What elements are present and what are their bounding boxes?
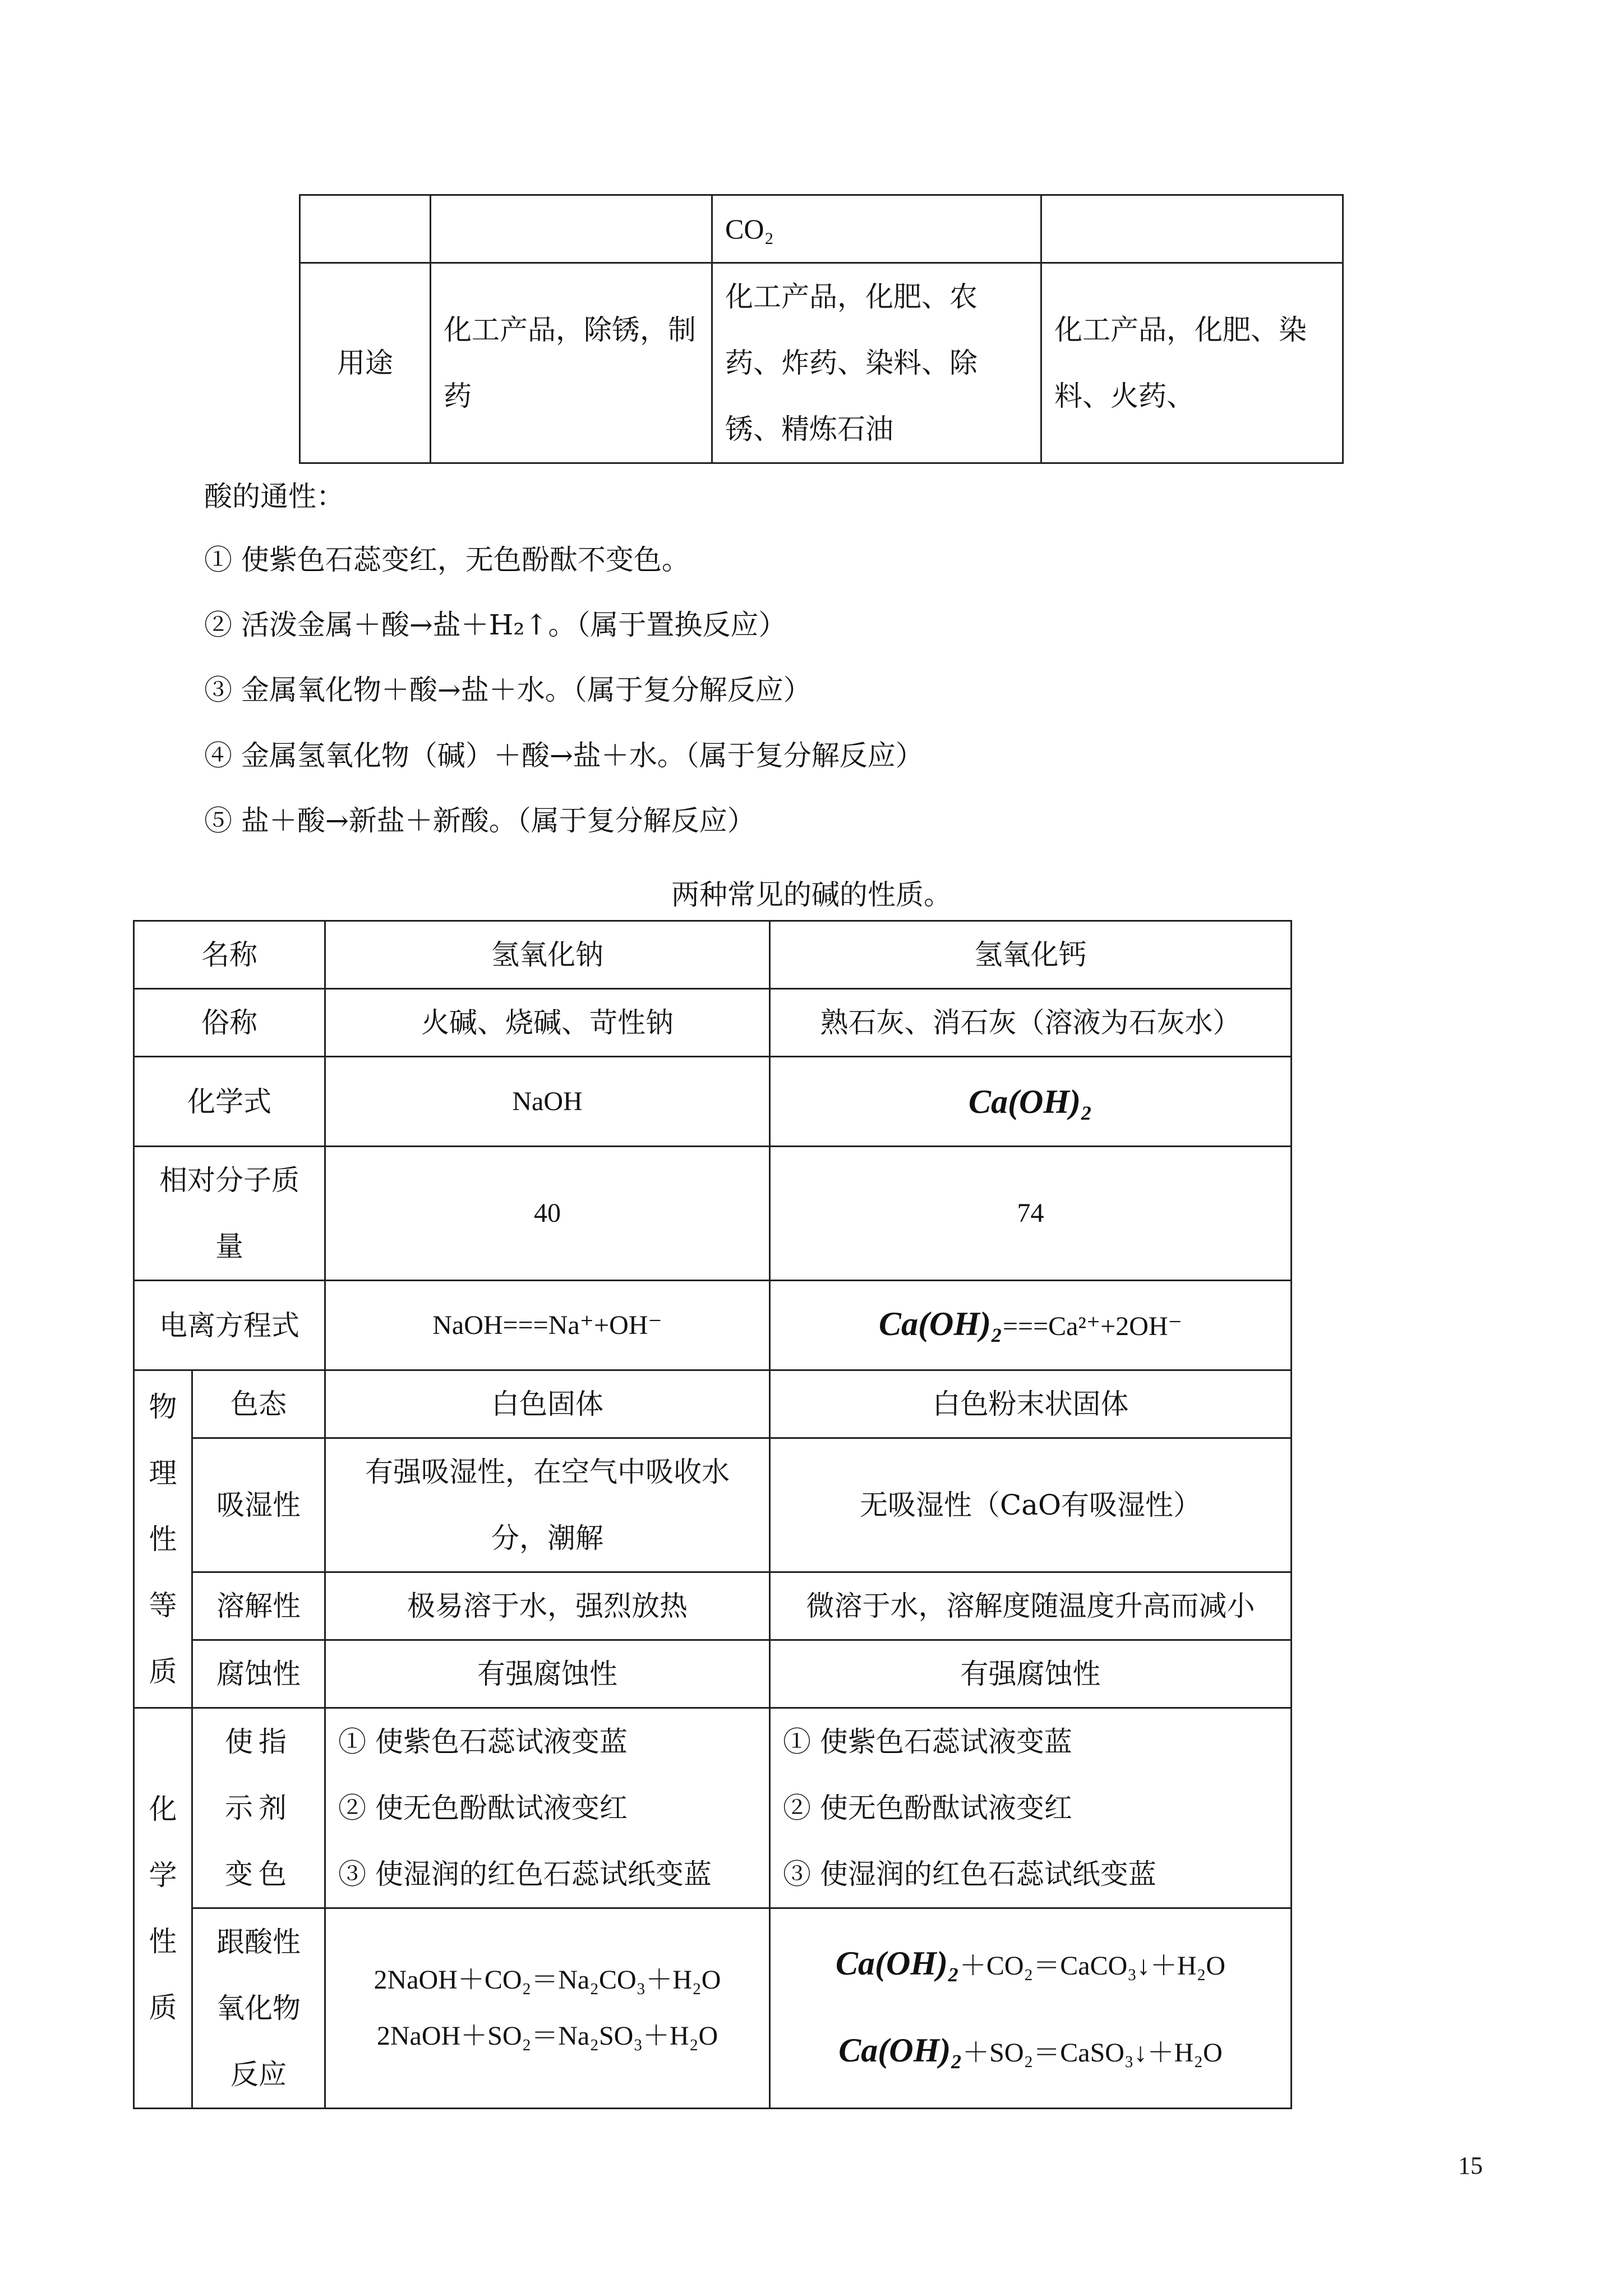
- acid-oxide-caoh-equation: [783, 1921, 1278, 2008]
- indicator-caoh-item: ② 使无色酚酞试液变红: [783, 1792, 1072, 1824]
- uses-table-cell: [1041, 195, 1343, 263]
- physical-naoh: 白色固体: [325, 1370, 770, 1438]
- base-table-caption: 两种常见的碱的性质。: [671, 878, 952, 911]
- indicator-naoh: [325, 1708, 770, 1908]
- indicator-caoh-item: ① 使紫色石蕊试液变蓝: [783, 1726, 1072, 1758]
- acid-property-item: ③ 金属氧化物＋酸→盐＋水。（属于复分解反应）: [204, 674, 811, 706]
- ionization-caoh-formula: Ca(OH)₂: [879, 1305, 1003, 1342]
- acid-oxide-naoh-equation: 2NaOH＋CO₂＝Na₂CO₃＋H₂O: [374, 1965, 721, 1995]
- acid-oxide-caoh-equation: [783, 2008, 1278, 2095]
- header-label: 名称: [134, 921, 325, 989]
- mass-caoh: 74: [770, 1147, 1292, 1281]
- acid-property-item: ① 使紫色石蕊变红，无色酚酞不变色。: [204, 544, 690, 576]
- ionization-caoh: [770, 1281, 1292, 1370]
- common-name-label: 俗称: [134, 989, 325, 1057]
- uses-table-cell: CO₂: [712, 195, 1041, 263]
- indicator-label: 使指示剂变色: [192, 1708, 325, 1908]
- uses-cell-hcl: 化工产品，除锈，制药: [431, 263, 712, 463]
- physical-group-label: [134, 1370, 192, 1708]
- uses-cell-hno3: 化工产品，化肥、染料、火药、: [1041, 263, 1343, 463]
- indicator-caoh-item: ③ 使湿润的红色石蕊试纸变蓝: [783, 1858, 1156, 1890]
- chemical-group-label: [134, 1708, 192, 2109]
- formula-label: 化学式: [134, 1057, 325, 1147]
- base-properties-table: [133, 920, 1292, 2109]
- ionization-naoh: NaOH===Na⁺+OH⁻: [325, 1281, 770, 1370]
- acid-properties-title: 酸的通性：: [204, 480, 344, 513]
- acid-oxide-naoh-equation: 2NaOH＋SO₂＝Na₂SO₃＋H₂O: [376, 2021, 718, 2051]
- indicator-naoh-item: ① 使紫色石蕊试液变蓝: [338, 1726, 628, 1758]
- indicator-caoh: [770, 1708, 1292, 1908]
- acid-oxide-caoh-rest: ＋CO₂＝CaCO₃↓＋H₂O: [959, 1951, 1226, 1981]
- uses-label: 用途: [300, 263, 431, 463]
- physical-label: 腐蚀性: [192, 1640, 325, 1708]
- physical-label: 吸湿性: [192, 1438, 325, 1572]
- header-naoh: 氢氧化钠: [325, 921, 770, 989]
- formula-naoh: NaOH: [325, 1057, 770, 1147]
- page-number: 15: [1458, 2152, 1483, 2179]
- uses-table-cell: [300, 195, 431, 263]
- formula-caoh: Ca(OH)₂: [770, 1057, 1292, 1147]
- acid-property-item: ② 活泼金属＋酸→盐＋H₂↑。（属于置换反应）: [204, 609, 787, 641]
- chemical-group-text: 化学性质: [149, 1792, 177, 2024]
- physical-naoh: 有强腐蚀性: [325, 1640, 770, 1708]
- physical-caoh: 无吸湿性（CaO有吸湿性）: [770, 1438, 1292, 1572]
- physical-naoh: 有强吸湿性，在空气中吸收水分，潮解: [325, 1438, 770, 1572]
- mass-label: 相对分子质量: [134, 1147, 325, 1281]
- physical-group-text: 物理性等质: [149, 1390, 177, 1688]
- acid-oxide-label: 跟酸性氧化物反应: [192, 1908, 325, 2109]
- ionization-label: 电离方程式: [134, 1281, 325, 1370]
- uses-cell-h2so4: 化工产品，化肥、农药、炸药、染料、除锈、精炼石油: [712, 263, 1041, 463]
- header-caoh: 氢氧化钙: [770, 921, 1292, 989]
- physical-caoh: 白色粉末状固体: [770, 1370, 1292, 1438]
- uses-table-cell: [431, 195, 712, 263]
- physical-caoh: 有强腐蚀性: [770, 1640, 1292, 1708]
- acid-property-item: ⑤ 盐＋酸→新盐＋新酸。（属于复分解反应）: [204, 804, 755, 837]
- acid-property-item: ④ 金属氢氧化物（碱）＋酸→盐＋水。（属于复分解反应）: [204, 739, 924, 772]
- common-name-caoh: 熟石灰、消石灰（溶液为石灰水）: [770, 989, 1292, 1057]
- indicator-naoh-item: ③ 使湿润的红色石蕊试纸变蓝: [338, 1858, 712, 1890]
- physical-label: 溶解性: [192, 1572, 325, 1640]
- acid-oxide-caoh-formula: Ca(OH)₂: [838, 2032, 963, 2069]
- uses-table: [299, 194, 1344, 464]
- acid-oxide-caoh-rest: ＋SO₂＝CaSO₃↓＋H₂O: [962, 2038, 1223, 2068]
- physical-label: 色态: [192, 1370, 325, 1438]
- acid-oxide-caoh: [770, 1908, 1292, 2109]
- acid-oxide-naoh: [325, 1908, 770, 2109]
- common-name-naoh: 火碱、烧碱、苛性钠: [325, 989, 770, 1057]
- indicator-naoh-item: ② 使无色酚酞试液变红: [338, 1792, 628, 1824]
- acid-oxide-caoh-formula: Ca(OH)₂: [835, 1945, 960, 1982]
- physical-caoh: 微溶于水，溶解度随温度升高而减小: [770, 1572, 1292, 1640]
- physical-naoh: 极易溶于水，强烈放热: [325, 1572, 770, 1640]
- ionization-caoh-rest: ===Ca²⁺+2OH⁻: [1002, 1312, 1182, 1341]
- mass-naoh: 40: [325, 1147, 770, 1281]
